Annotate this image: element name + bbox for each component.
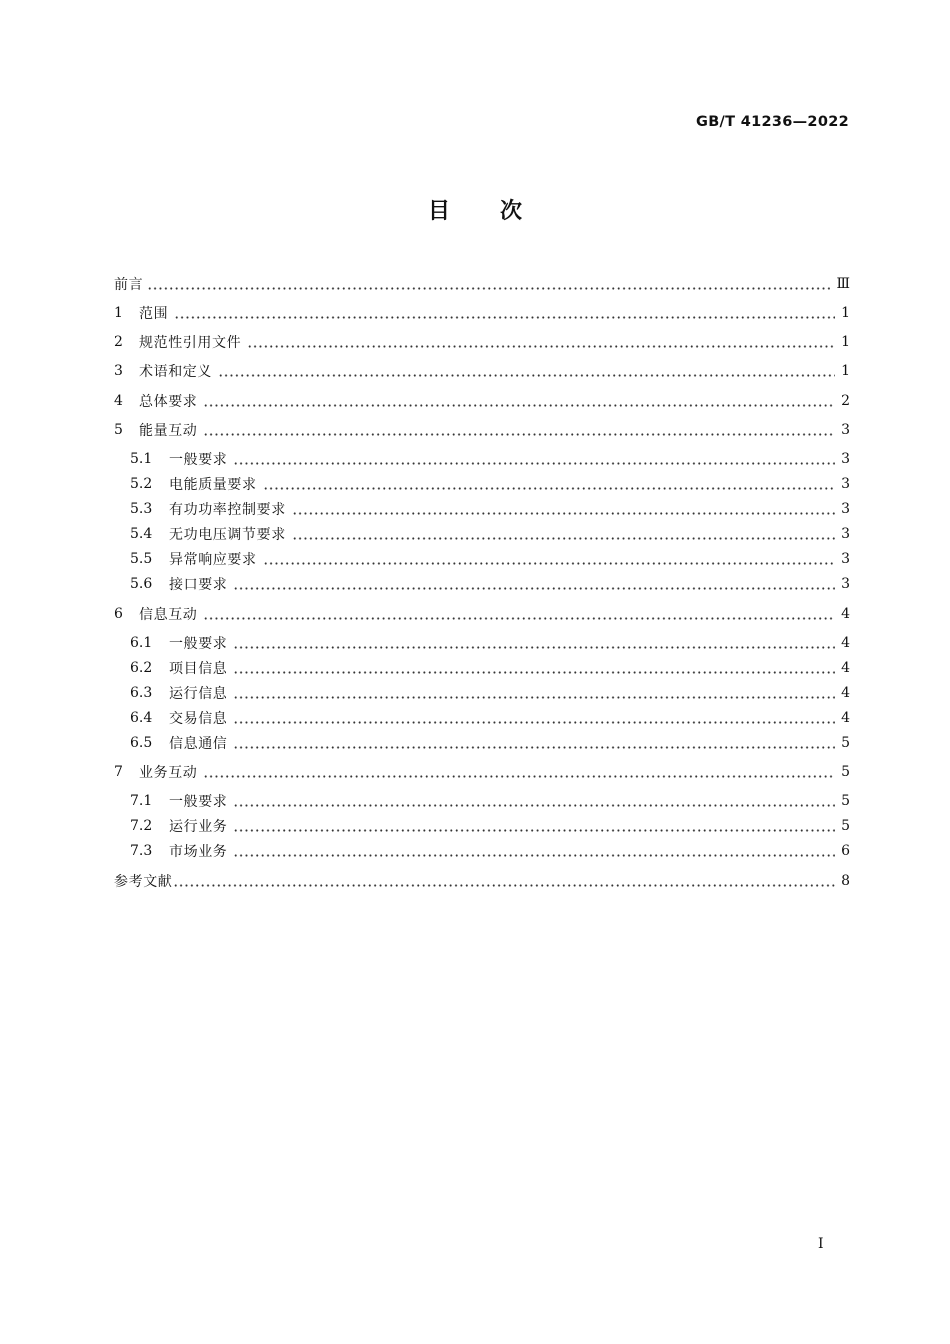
toc-label: 异常响应要求 [169,552,257,568]
toc-page-number: 5 [841,818,850,834]
toc-entry-2[interactable] [114,331,850,353]
toc-entry-6-4[interactable] [130,707,850,729]
toc-page-number: 3 [841,501,850,517]
toc-label: 一般要求 [169,636,228,652]
toc-page-number: 4 [841,660,850,676]
toc-entry-6-2[interactable] [130,657,850,679]
toc-label: 范围 [139,306,169,322]
toc-label: 前言 [114,277,144,293]
toc-page-number: 3 [841,422,850,438]
toc-entry-7[interactable] [114,761,850,783]
toc-page-number: 1 [841,363,850,379]
toc-entry-7-3[interactable] [130,840,850,862]
toc-number: 2 [114,334,123,350]
toc-label: 总体要求 [139,394,198,410]
toc-label: 运行业务 [169,819,228,835]
toc-number: 7.2 [130,818,153,834]
toc-page-number: 4 [841,606,850,622]
toc-label: 规范性引用文件 [139,335,242,351]
toc-page-number: 3 [841,451,850,467]
toc-entry-bibliography[interactable] [114,870,850,892]
toc-number: 5 [114,422,123,438]
toc-page-number: 3 [841,526,850,542]
toc-page-number: 3 [841,576,850,592]
toc-number: 6.3 [130,685,153,701]
dot-leader [292,537,835,540]
toc-label: 一般要求 [169,452,228,468]
toc-number: 5.6 [130,576,153,592]
dot-leader [263,562,835,565]
toc-number: 3 [114,363,123,379]
toc-page-number: 5 [841,735,850,751]
toc-entry-5-3[interactable] [130,498,850,520]
toc-label: 项目信息 [169,661,228,677]
toc-label: 术语和定义 [139,364,212,380]
dot-leader [233,587,835,590]
toc-label: 市场业务 [169,844,228,860]
toc-entry-5-1[interactable] [130,448,850,470]
toc-page-number: 4 [841,710,850,726]
toc-page-number: 5 [841,764,850,780]
toc-entry-5[interactable] [114,419,850,441]
toc-number: 7.1 [130,793,153,809]
toc-label: 能量互动 [139,423,198,439]
toc-entry-3[interactable] [114,360,850,382]
toc-page-number: 4 [841,685,850,701]
toc-entry-7-2[interactable] [130,815,850,837]
dot-leader [233,746,835,749]
standard-number: GB/T 41236—2022 [696,114,849,130]
dot-leader [174,316,835,319]
dot-leader [173,884,835,887]
toc-label: 业务互动 [139,765,198,781]
dot-leader [292,512,835,515]
toc-number: 7 [114,764,123,780]
toc-label: 电能质量要求 [169,477,257,493]
toc-number: 5.3 [130,501,153,517]
toc-label: 交易信息 [169,711,228,727]
toc-entry-6-1[interactable] [130,632,850,654]
toc-number: 6.5 [130,735,153,751]
toc-page-number: 4 [841,635,850,651]
toc-page-number: 2 [841,393,850,409]
dot-leader [203,433,835,436]
toc-page-number: 6 [841,843,850,859]
toc-entry-1[interactable] [114,302,850,324]
toc-number: 5.2 [130,476,153,492]
dot-leader [203,404,835,407]
dot-leader [233,696,835,699]
toc-page-number: 3 [841,551,850,567]
toc-entry-6-3[interactable] [130,682,850,704]
toc-entry-5-5[interactable] [130,548,850,570]
toc-entry-6-5[interactable] [130,732,850,754]
toc-number: 5.4 [130,526,153,542]
dot-leader [233,829,835,832]
toc-number: 6.1 [130,635,153,651]
title-char-1: 目 [427,199,450,224]
toc-number: 4 [114,393,123,409]
toc-entry-5-4[interactable] [130,523,850,545]
toc-number: 5.1 [130,451,153,467]
toc-entry-foreword[interactable] [114,273,850,295]
dot-leader [263,487,835,490]
dot-leader [233,721,835,724]
dot-leader [147,287,830,290]
dot-leader [233,804,835,807]
toc-number: 6 [114,606,123,622]
toc-label: 信息互动 [139,607,198,623]
dot-leader [233,646,835,649]
toc-page-number: 8 [841,873,850,889]
toc-number: 7.3 [130,843,153,859]
toc-label: 有功功率控制要求 [169,502,286,518]
toc-page-number: 1 [841,305,850,321]
toc-entry-6[interactable] [114,603,850,625]
dot-leader [203,617,835,620]
page-title [0,194,950,225]
dot-leader [233,854,835,857]
dot-leader [233,671,835,674]
toc-number: 5.5 [130,551,153,567]
toc-label: 无功电压调节要求 [169,527,286,543]
toc-page-number: 5 [841,793,850,809]
dot-leader [233,462,835,465]
toc-number: 1 [114,305,123,321]
toc-label: 接口要求 [169,577,228,593]
toc-label: 信息通信 [169,736,228,752]
toc-label: 一般要求 [169,794,228,810]
dot-leader [247,345,835,348]
dot-leader [203,775,835,778]
title-char-2: 次 [499,199,522,224]
toc-number: 6.2 [130,660,153,676]
toc-page-number: 1 [841,334,850,350]
toc-entry-4[interactable] [114,390,850,412]
toc-entry-7-1[interactable] [130,790,850,812]
page-folio: Ⅰ [818,1236,824,1252]
toc-entry-5-2[interactable] [130,473,850,495]
toc-label: 参考文献 [114,874,173,890]
dot-leader [218,374,835,377]
toc-label: 运行信息 [169,686,228,702]
toc-number: 6.4 [130,710,153,726]
toc-entry-5-6[interactable] [130,573,850,595]
toc-page-number: 3 [841,476,850,492]
toc-page-number: Ⅲ [836,276,850,292]
